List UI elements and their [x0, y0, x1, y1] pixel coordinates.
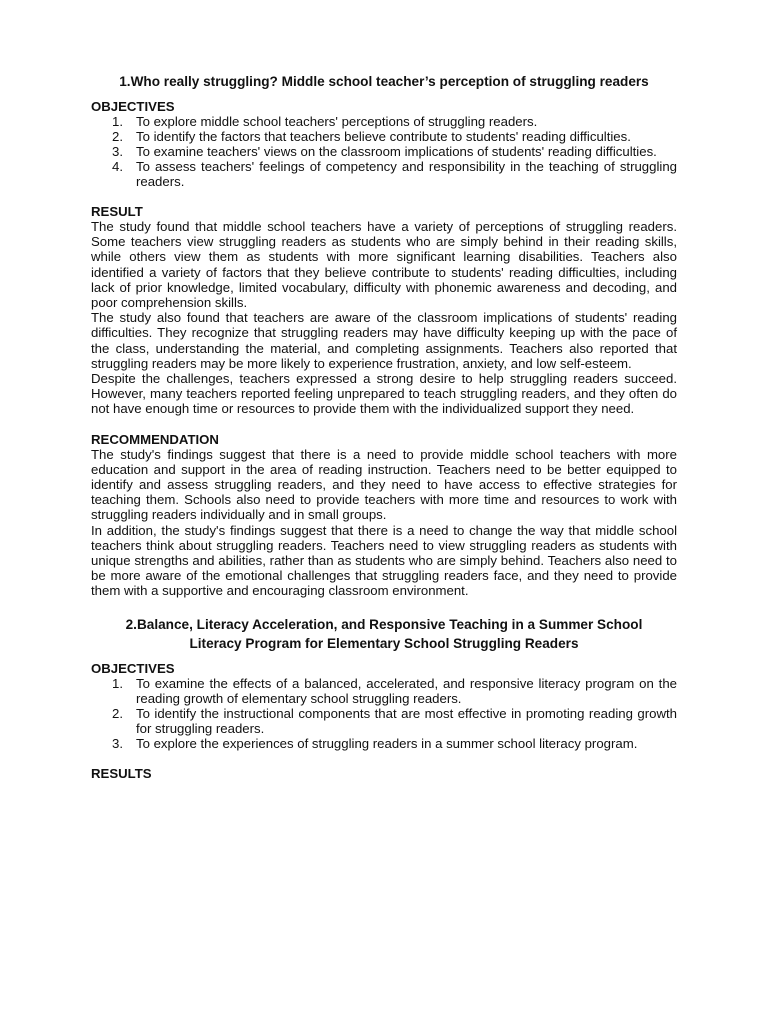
result-paragraph: The study found that middle school teachers have a variety of perceptions of struggling readers. Some teachers view struggling readers as students who are simply behind in their reading skills, while others view them as students with more significant learning disabilities. Teachers also identified a variety of factors that they believe contribute to students' reading difficulties, including lack of prior knowledge, limited vocabulary, difficulty with phonemic awareness and decoding, and poor comprehension skills. [91, 219, 677, 311]
objective-text: To examine the effects of a balanced, accelerated, and responsive literacy program on the reading growth of elementary school struggling readers. [136, 675, 677, 706]
objective-number: 2. [112, 129, 123, 144]
objective-text: To identify the factors that teachers believe contribute to students' reading difficulties. [136, 129, 631, 144]
objective-number: 2. [112, 705, 123, 721]
section2-title: 2.Balance, Literacy Acceleration, and Responsive Teaching in a Summer School Literacy Program for Elementary School Struggling Readers [125, 616, 643, 651]
section1-result-heading: RESULT [91, 204, 143, 219]
objective-item [91, 706, 677, 736]
result-paragraph: The study also found that teachers are aware of the classroom implications of students' reading difficulties. They recognize that struggling readers may have difficulty keeping up with the pace of the class, understanding the material, and completing assignments. Teachers also reported that struggling readers may be more likely to experience frustration, anxiety, and low self-esteem. [91, 310, 677, 371]
objective-item [91, 736, 677, 751]
objective-item [91, 129, 677, 144]
objective-text: To assess teachers' feelings of competency and responsibility in the teaching of struggling readers. [136, 159, 677, 189]
objective-text: To identify the instructional components that are most effective in promoting reading growth for struggling readers. [136, 705, 677, 736]
objective-number: 3. [112, 144, 123, 159]
objective-item [91, 676, 677, 706]
section1-recommendation-heading: RECOMMENDATION [91, 431, 219, 447]
recommendation-paragraph: In addition, the study's findings suggest that there is a need to change the way that middle school teachers think about struggling readers. Teachers need to view struggling readers as students with unique strengths and abilities, rather than as students who are simply behind. Teachers also need to be more aware of the emotional challenges that struggling readers face, and they need to provide them with a supportive and encouraging classroom environment. [91, 522, 677, 599]
section1-objectives-heading: OBJECTIVES [91, 99, 175, 114]
objective-text: To examine teachers' views on the classroom implications of students' reading difficulties. [136, 144, 657, 159]
objective-text: To explore middle school teachers' perceptions of struggling readers. [136, 114, 538, 129]
section1-objectives-list [91, 114, 677, 189]
spacer [91, 189, 677, 204]
recommendation-paragraph: The study's findings suggest that there is a need to provide middle school teachers with more education and support in the area of reading instruction. Teachers need to be better equipped to identify and assess struggling readers, and they need to have access to effective strategies for teaching them. Schools also need to provide teachers with more time and resources to work with struggling readers individually and in small groups. [91, 446, 677, 523]
section2-results-heading: RESULTS [91, 765, 152, 781]
section1-title: 1.Who really struggling? Middle school teacher’s perception of struggling readers [119, 74, 649, 89]
spacer [91, 751, 677, 766]
section2-objectives-list [91, 676, 677, 751]
objective-number: 4. [112, 159, 123, 174]
section2-objectives-heading: OBJECTIVES [91, 660, 175, 676]
spacer [91, 417, 677, 432]
objective-number: 1. [112, 114, 123, 129]
objective-number: 1. [112, 675, 123, 691]
objective-item [91, 114, 677, 129]
objective-text: To explore the experiences of struggling readers in a summer school literacy program. [136, 735, 638, 751]
result-paragraph: Despite the challenges, teachers expressed a strong desire to help struggling readers succeed. However, many teachers reported feeling unprepared to teach struggling readers, and they often do not have enough time or resources to provide them with the individualized support they need. [91, 371, 677, 417]
objective-item [91, 144, 677, 159]
objective-number: 3. [112, 735, 123, 751]
objective-item [91, 159, 677, 189]
